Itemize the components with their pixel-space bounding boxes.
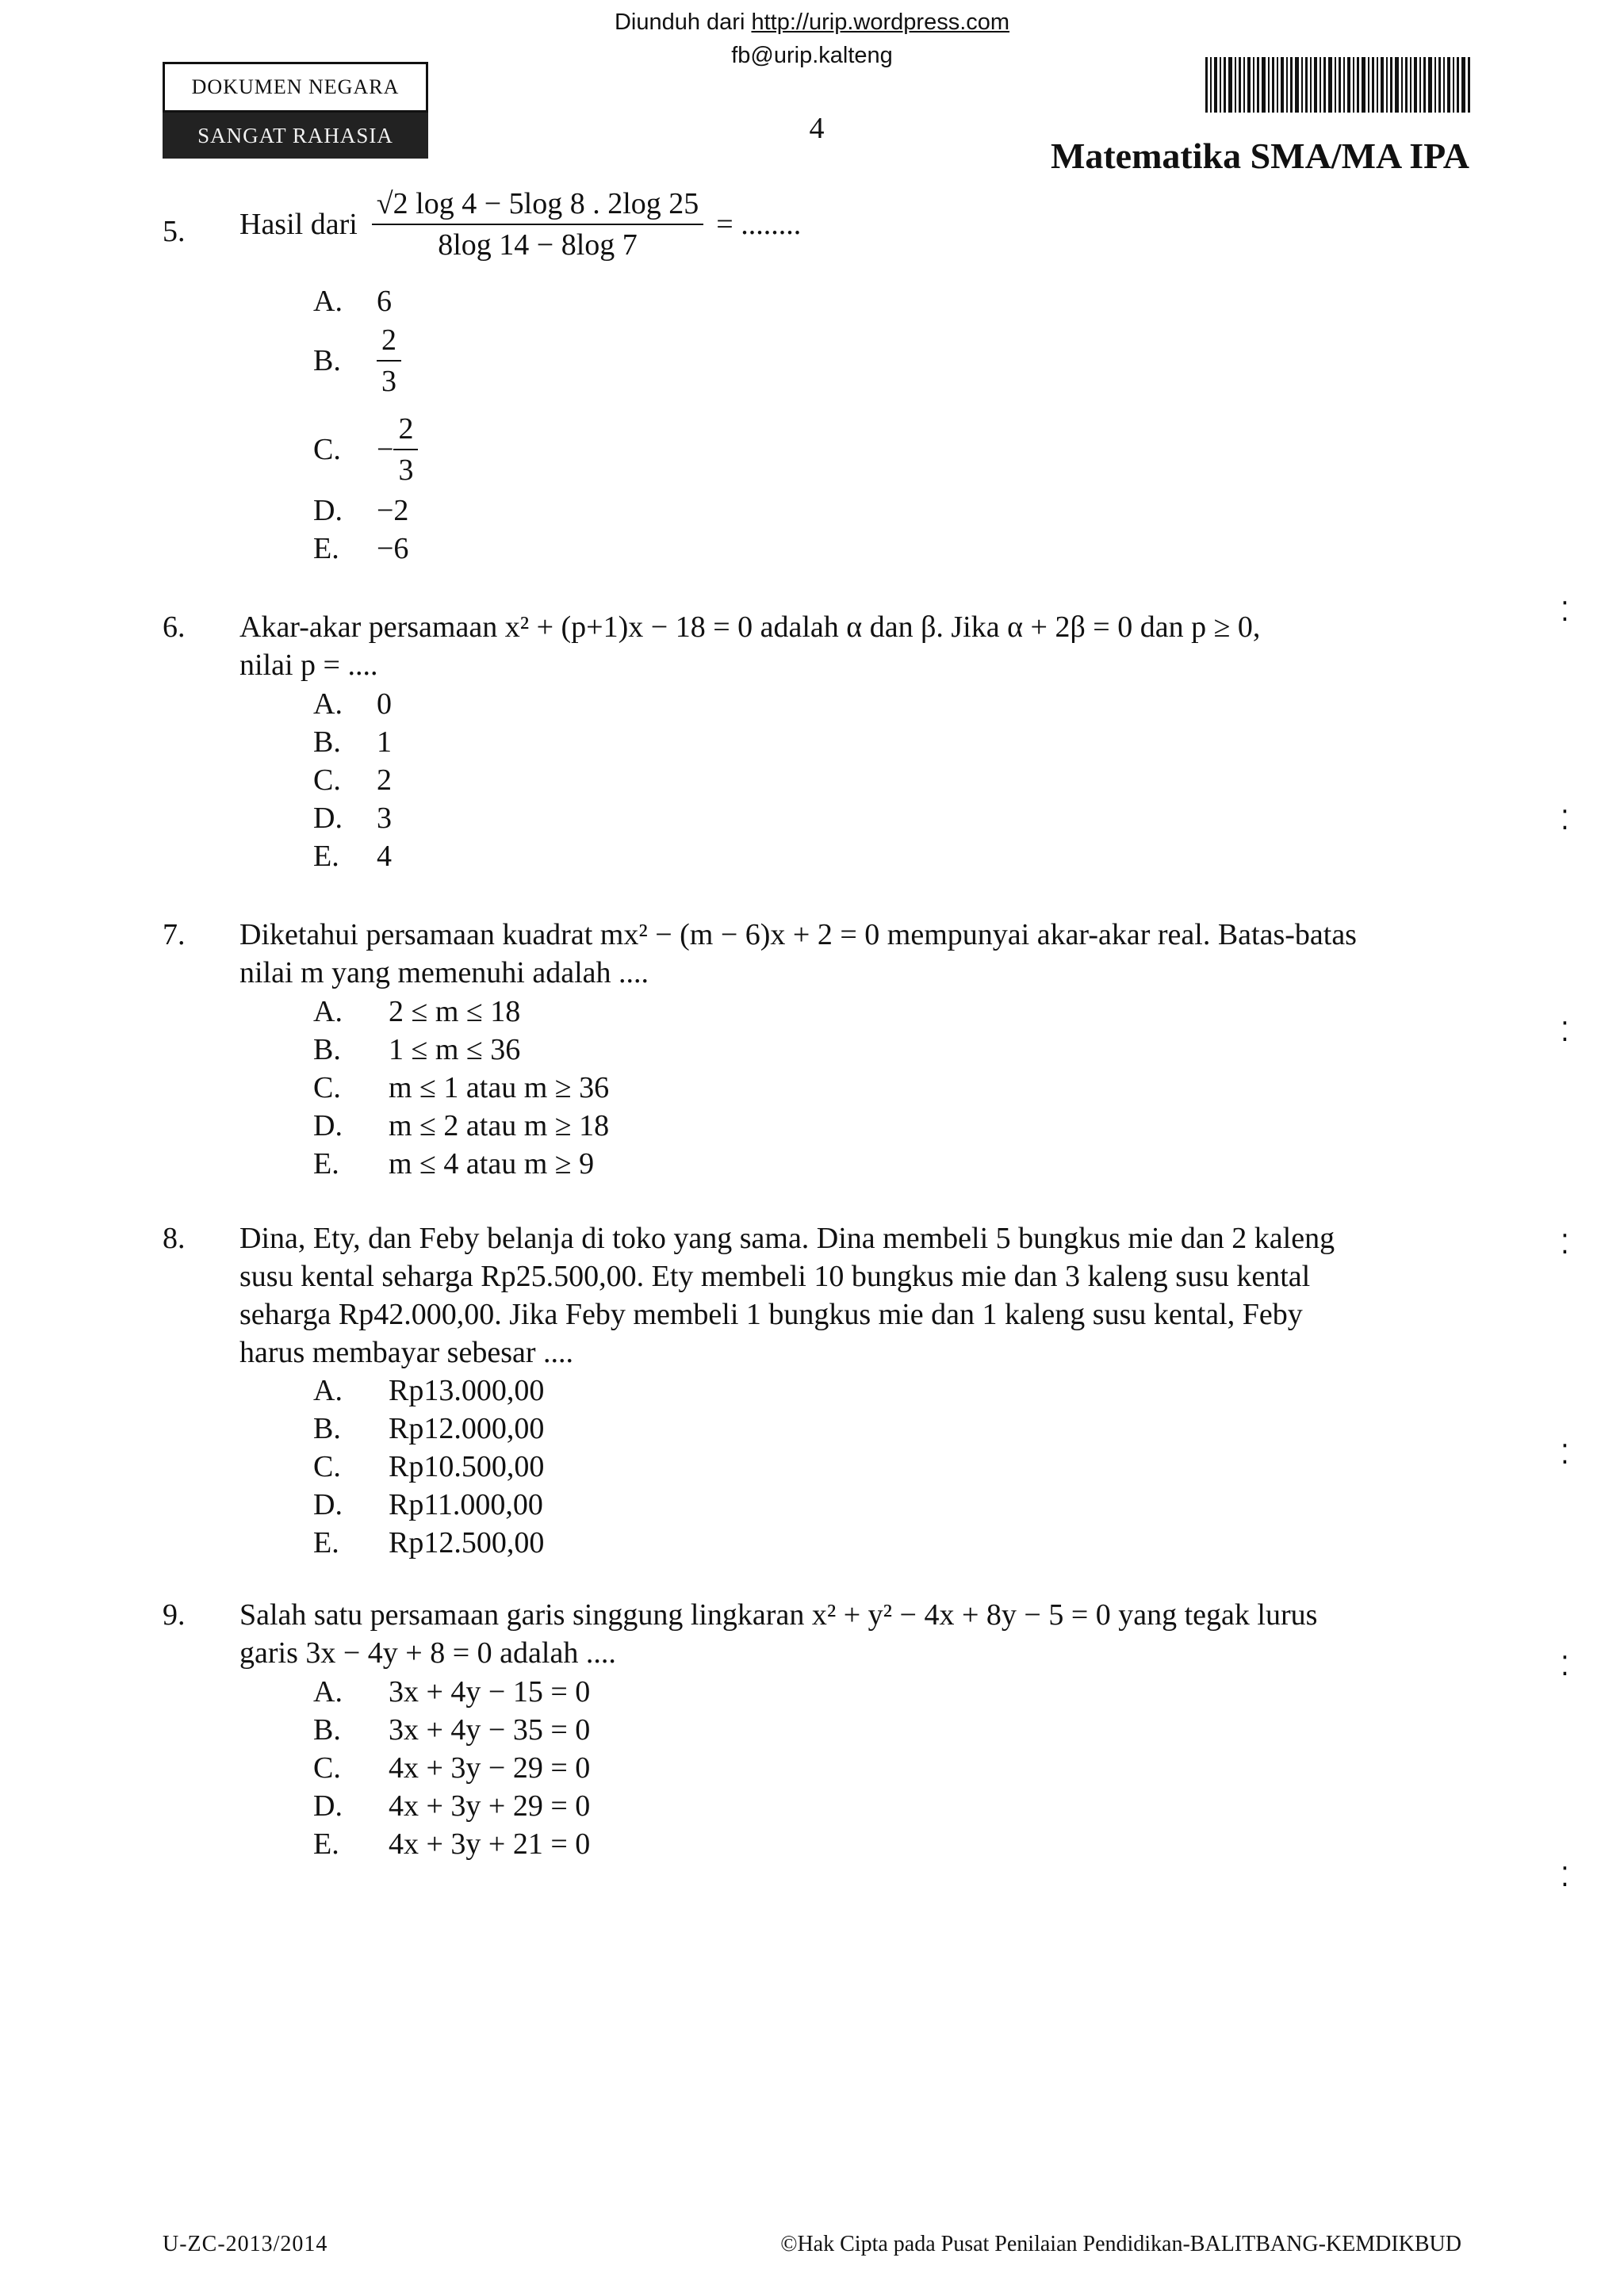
question-8-line-4: harus membayar sebesar ....: [239, 1336, 574, 1369]
download-prefix: Diunduh dari: [614, 10, 745, 35]
option-label: D.: [313, 1789, 343, 1823]
question-6-line-1: Akar-akar persamaan x² + (p+1)x − 18 = 0 adalah α dan β. Jika α + 2β = 0 dan p ≥ 0,: [239, 610, 1261, 644]
option-label: D.: [313, 1109, 343, 1142]
question-9-number: 9.: [163, 1598, 186, 1632]
barcode-image: [1205, 57, 1471, 113]
option-label: B.: [313, 1713, 341, 1747]
question-8-option-a[interactable]: [313, 1372, 544, 1410]
question-8-option-b[interactable]: [313, 1410, 544, 1448]
option-label: E.: [313, 840, 339, 873]
option-label: A.: [313, 995, 343, 1028]
option-value: 2: [377, 763, 392, 797]
question-8-number: 8.: [163, 1222, 186, 1255]
option-value: Rp12.000,00: [389, 1412, 545, 1445]
option-numerator: 2: [381, 323, 396, 357]
question-5-prefix: Hasil dari: [239, 208, 358, 241]
option-value: 4x + 3y + 21 = 0: [389, 1827, 591, 1861]
question-5-number: 5.: [163, 215, 186, 248]
option-value: m ≤ 2 atau m ≥ 18: [389, 1109, 610, 1142]
question-5-denominator: 8log 14 − 8log 7: [438, 228, 638, 262]
option-value: Rp10.500,00: [389, 1450, 545, 1483]
question-5-fraction: [372, 189, 703, 260]
option-value: 1: [377, 725, 392, 759]
option-value: 3: [377, 802, 392, 835]
option-label: D.: [313, 494, 343, 527]
option-label: A.: [313, 687, 343, 721]
margin-mark: ⁚: [1561, 806, 1569, 836]
margin-mark: ⁚: [1561, 1441, 1569, 1470]
option-label: E.: [313, 1526, 339, 1559]
option-value: 3x + 4y − 35 = 0: [389, 1713, 591, 1747]
question-9-option-a[interactable]: [313, 1673, 590, 1711]
secret-label-box: SANGAT RAHASIA: [163, 113, 428, 159]
option-label: A.: [313, 285, 343, 318]
question-5-suffix: = ........: [716, 208, 802, 241]
question-6-line-2: nilai p = ....: [239, 649, 378, 682]
option-label: E.: [313, 532, 339, 565]
question-5-option-a[interactable]: [313, 282, 392, 320]
option-value: Rp12.500,00: [389, 1526, 545, 1559]
subject-title: Matematika SMA/MA IPA: [1050, 136, 1469, 176]
question-5-numerator: √2 log 4 − 5log 8 . 2log 25: [376, 187, 699, 220]
option-value: −6: [377, 532, 409, 565]
question-8-option-d[interactable]: [313, 1486, 543, 1524]
option-value: m ≤ 1 atau m ≥ 36: [389, 1071, 610, 1104]
option-value: Rp13.000,00: [389, 1374, 545, 1407]
question-9-line-2: garis 3x − 4y + 8 = 0 adalah ....: [239, 1636, 616, 1670]
question-9-line-1: Salah satu persamaan garis singgung lingkaran x² + y² − 4x + 8y − 5 = 0 yang tegak lurus: [239, 1598, 1318, 1632]
option-label: B.: [313, 1033, 341, 1066]
option-sign: −: [377, 433, 394, 466]
question-8-line-1: Dina, Ety, dan Feby belanja di toko yang sama. Dina membeli 5 bungkus mie dan 2 kaleng: [239, 1222, 1335, 1255]
option-label: E.: [313, 1827, 339, 1861]
option-label: A.: [313, 1675, 343, 1709]
question-5-option-d[interactable]: [313, 492, 408, 530]
document-classification-box: DOKUMEN NEGARA: [163, 62, 428, 113]
option-label: D.: [313, 1488, 343, 1521]
question-5-option-e[interactable]: [313, 530, 408, 568]
option-numerator: 2: [398, 412, 414, 446]
option-value: 1 ≤ m ≤ 36: [389, 1033, 521, 1066]
option-denominator: 3: [398, 453, 414, 487]
margin-mark: ⁚: [1561, 1230, 1569, 1260]
option-value: 3x + 4y − 15 = 0: [389, 1675, 591, 1709]
question-7-option-d[interactable]: [313, 1107, 609, 1145]
question-8-option-e[interactable]: [313, 1524, 544, 1562]
question-7-option-b[interactable]: [313, 1031, 520, 1069]
option-denominator: 3: [381, 365, 396, 398]
option-label: B.: [313, 725, 341, 759]
question-6-option-a[interactable]: [313, 685, 392, 723]
option-value: 6: [377, 285, 392, 318]
exam-code: U-ZC-2013/2014: [163, 2232, 328, 2256]
margin-mark: ⁚: [1561, 1018, 1569, 1047]
question-8-line-2: susu kental seharga Rp25.500,00. Ety membeli 10 bungkus mie dan 3 kaleng susu kental: [239, 1260, 1311, 1293]
question-8-option-c[interactable]: [313, 1448, 544, 1486]
question-6-option-c[interactable]: [313, 761, 392, 799]
question-5-option-b[interactable]: [313, 325, 401, 396]
option-value: 0: [377, 687, 392, 721]
download-source-line: [0, 6, 1624, 38]
question-8-line-3: seharga Rp42.000,00. Jika Feby membeli 1 bungkus mie dan 1 kaleng susu kental, Feby: [239, 1298, 1303, 1331]
question-9-option-d[interactable]: [313, 1787, 590, 1825]
option-fraction: [377, 325, 401, 396]
option-label: D.: [313, 802, 343, 835]
option-label: A.: [313, 1374, 343, 1407]
download-url-link[interactable]: http://urip.wordpress.com: [751, 10, 1010, 35]
margin-mark: ⁚: [1561, 598, 1569, 627]
option-label: C.: [313, 1450, 341, 1483]
option-fraction: [393, 414, 418, 485]
question-9-option-c[interactable]: [313, 1749, 590, 1787]
option-label: C.: [313, 1071, 341, 1104]
option-label: C.: [313, 1751, 341, 1785]
contact-line: fb@urip.kalteng: [731, 43, 893, 68]
margin-mark: ⁚: [1561, 1863, 1569, 1892]
question-6-option-e[interactable]: [313, 837, 392, 875]
question-7-option-a[interactable]: [313, 993, 520, 1031]
option-value: Rp11.000,00: [389, 1488, 543, 1521]
question-7-line-2: nilai m yang memenuhi adalah ....: [239, 956, 649, 989]
page-number: 4: [809, 112, 825, 145]
question-9-option-e[interactable]: [313, 1825, 590, 1863]
question-5-text: [239, 189, 801, 260]
question-9-option-b[interactable]: [313, 1711, 590, 1749]
question-6-number: 6.: [163, 610, 186, 644]
question-7-line-1: Diketahui persamaan kuadrat mx² − (m − 6)x + 2 = 0 mempunyai akar-akar real. Batas-batas: [239, 918, 1357, 951]
margin-mark: ⁚: [1561, 1652, 1569, 1682]
option-value: m ≤ 4 atau m ≥ 9: [389, 1147, 595, 1181]
option-value: 2 ≤ m ≤ 18: [389, 995, 521, 1028]
question-7-option-e[interactable]: [313, 1145, 594, 1183]
copyright-notice: ©Hak Cipta pada Pusat Penilaian Pendidikan-BALITBANG-KEMDIKBUD: [780, 2232, 1461, 2256]
option-label: C.: [313, 433, 341, 466]
question-7-option-c[interactable]: [313, 1069, 609, 1107]
question-5-option-c[interactable]: [313, 414, 418, 485]
option-label: B.: [313, 344, 341, 377]
option-value: 4x + 3y − 29 = 0: [389, 1751, 591, 1785]
question-6-option-b[interactable]: [313, 723, 392, 761]
option-label: B.: [313, 1412, 341, 1445]
option-value: 4: [377, 840, 392, 873]
option-value: −2: [377, 494, 409, 527]
option-value: 4x + 3y + 29 = 0: [389, 1789, 591, 1823]
option-label: E.: [313, 1147, 339, 1181]
option-label: C.: [313, 763, 341, 797]
question-7-number: 7.: [163, 918, 186, 951]
question-6-option-d[interactable]: [313, 799, 392, 837]
